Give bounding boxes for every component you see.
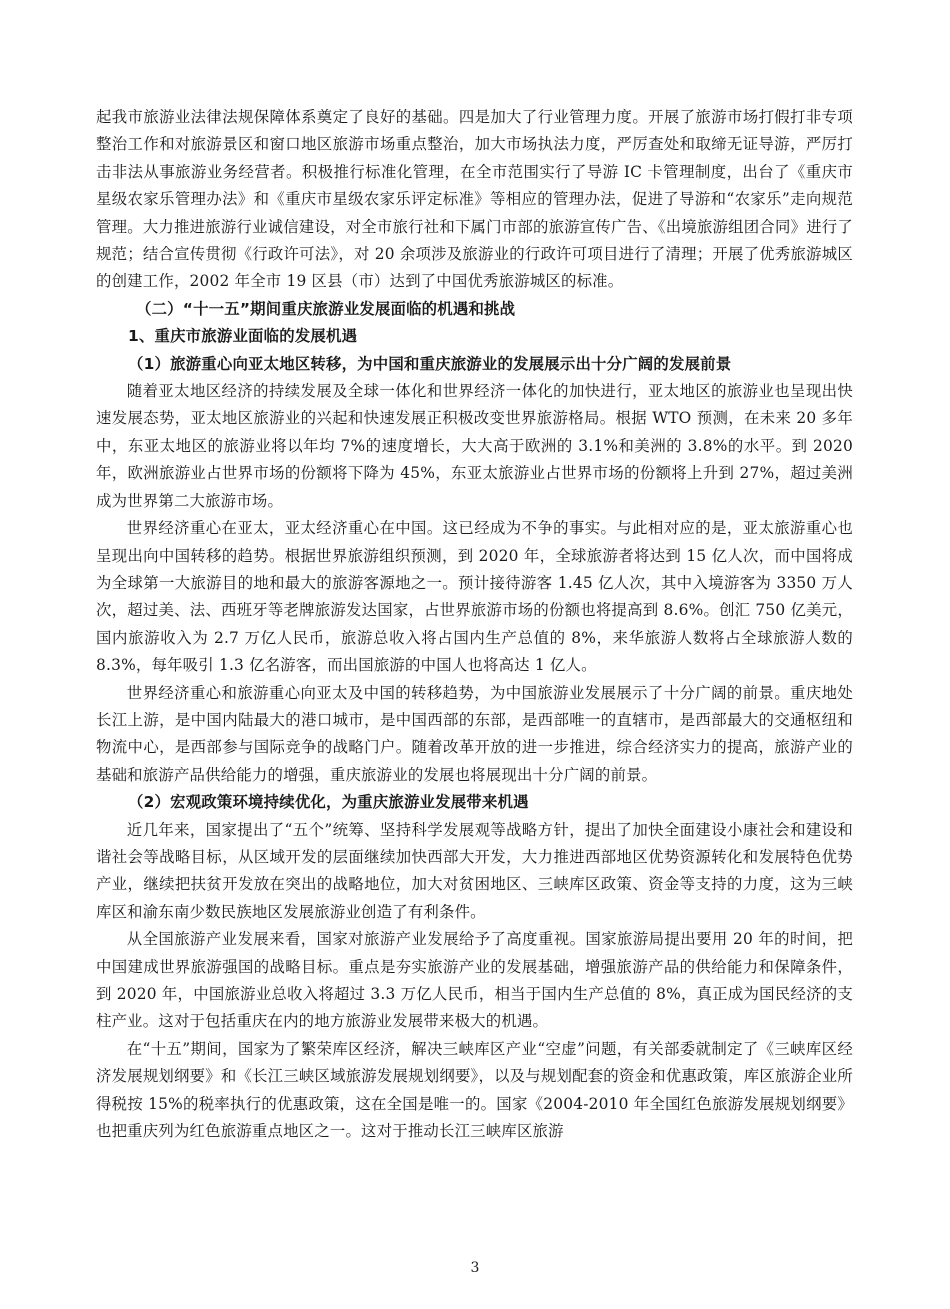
subsection-heading-opportunities: 1、重庆市旅游业面临的发展机遇 bbox=[128, 327, 358, 346]
paragraph-china-tourism-forecast: 世界经济重心在亚太，亚太经济重心在中国。这已经成为不争的事实。与此相对应的是，亚太旅游重心也呈现出向中国转移的趋势。根据世界旅游组织预测，到 2020 年，全球旅游者将达到 15 亿人次，而中国将成为全球第一大旅游目的地和最大的旅游客源地之一。预计接待游客 1.45 亿人次，其中入境游客为 3350 万人次，超过美、法、西班牙等老牌旅游发达国家，占世界旅游市场的份额也将提高到 8.6%。创汇 750 亿美元，国内旅游收入为 2.7 万亿人民币，旅游总收入将占国内生产总值的 8%，来华旅游人数将占全球旅游人数的 8.3%，每年吸引 1.3 亿名游客，而出国旅游的中国人也将高达 1 亿人。 bbox=[96, 519, 853, 675]
item-heading-policy-environment: （2）宏观政策环境持续优化，为重庆旅游业发展带来机遇 bbox=[128, 793, 529, 812]
paragraph-three-gorges-policy: 在“十五”期间，国家为了繁荣库区经济，解决三峡库区产业“空虚”问题，有关部委就制定了《三峡库区经济发展规划纲要》和《长江三峡区域旅游发展规划纲要》，以及与规划配套的资金和优惠政策，库区旅游企业所得税按 15%的税率执行的优惠政策，这在全国是唯一的。国家《2004-2010 年全国红色旅游发展规划纲要》也把重庆列为红色旅游重点地区之一。这对于推动长江三峡库区旅游 bbox=[96, 1039, 853, 1141]
page-number: 3 bbox=[470, 1260, 480, 1276]
paragraph-national-tourism-goal: 从全国旅游产业发展来看，国家对旅游产业发展给予了高度重视。国家旅游局提出要用 20 年的时间，把中国建成世界旅游强国的战略目标。重点是夯实旅游产业的发展基础，增强旅游产品的供给能力和保障条件，到 2020 年，中国旅游业总收入将超过 3.3 万亿人民币，相当于国内生产总值的 8%，真正成为国民经济的支柱产业。这对于包括重庆在内的地方旅游业发展带来极大的机遇。 bbox=[96, 930, 853, 1031]
paragraph-national-strategy: 近几年来，国家提出了“五个”统筹、坚持科学发展观等战略方针，提出了加快全面建设小康社会和建设和谐社会等战略目标，从区域开发的层面继续加快西部大开发，大力推进西部地区优势资源转化和发展特色优势产业，继续把扶贫开发放在突出的战略地位，加大对贫困地区、三峡库区政策、资金等支持的力度，这为三峡库区和渝东南少数民族地区发展旅游业创造了有利条件。 bbox=[96, 820, 853, 921]
paragraph-asia-pacific-growth: 随着亚太地区经济的持续发展及全球一体化和世界经济一体化的加快进行，亚太地区的旅游业也呈现出快速发展态势，亚太地区旅游业的兴起和快速发展正积极改变世界旅游格局。根据 WTO 预测，在未来 20 多年中，东亚太地区的旅游业将以年均 7%的速度增长，大大高于欧洲的 3.1%和美洲的 3.8%的水平。到 2020 年，欧洲旅游业占世界市场的份额将下降为 45%，东亚太旅游业占世界市场的份额将上升到 27%，超过美洲成为世界第二大旅游市场。 bbox=[96, 382, 853, 510]
document-page bbox=[96, 104, 853, 1145]
paragraph-legal-management: 起我市旅游业法律法规保障体系奠定了良好的基础。四是加大了行业管理力度。开展了旅游市场打假打非专项整治工作和对旅游景区和窗口地区旅游市场重点整治，加大市场执法力度，严厉查处和取缔无证导游，严厉打击非法从事旅游业务经营者。积极推行标准化管理，在全市范围实行了导游 IC 卡管理制度，出台了《重庆市星级农家乐管理办法》和《重庆市星级农家乐评定标准》等相应的管理办法，促进了导游和“农家乐”走向规范管理。大力推进旅游行业诚信建设，对全市旅行社和下属门市部的旅游宣传广告、《出境旅游组团合同》进行了规范；结合宣传贯彻《行政许可法》，对 20 余项涉及旅游业的行政许可项目进行了清理；开展了优秀旅游城区的创建工作，2002 年全市 19 区县（市）达到了中国优秀旅游城区的标准。 bbox=[96, 108, 853, 291]
section-heading-opportunities-challenges: （二）“十一五”期间重庆旅游业发展面临的机遇和挑战 bbox=[136, 299, 516, 318]
paragraph-chongqing-prospects: 世界经济重心和旅游重心向亚太及中国的转移趋势，为中国旅游业发展展示了十分广阔的前景。重庆地处长江上游，是中国内陆最大的港口城市，是中国西部的东部，是西部唯一的直辖市，是西部最大的交通枢纽和物流中心，是西部参与国际竞争的战略门户。随着改革开放的进一步推进，综合经济实力的提高，旅游产业的基础和旅游产品供给能力的增强，重庆旅游业的发展也将展现出十分广阔的前景。 bbox=[96, 683, 853, 784]
item-heading-asia-pacific-shift: （1）旅游重心向亚太地区转移，为中国和重庆旅游业的发展展示出十分广阔的发展前景 bbox=[128, 354, 732, 373]
